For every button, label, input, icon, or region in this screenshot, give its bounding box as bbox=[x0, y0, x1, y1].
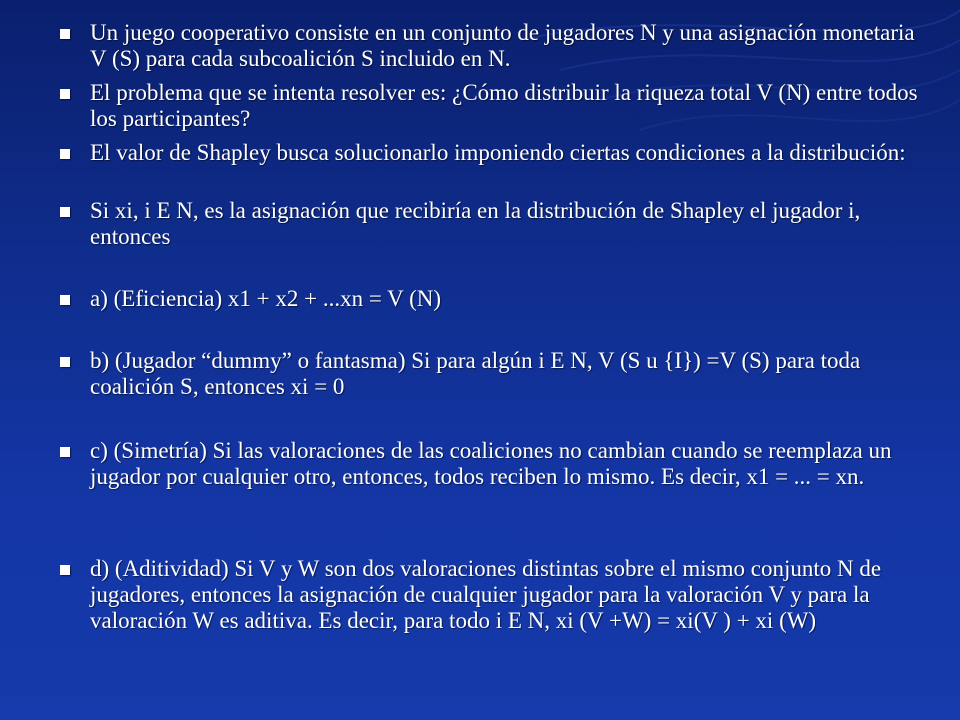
square-bullet-icon bbox=[60, 207, 70, 217]
square-bullet-icon bbox=[60, 447, 70, 457]
bullet-text: El valor de Shapley busca solucionarlo imponiendo ciertas condiciones a la distribución: bbox=[90, 140, 906, 165]
square-bullet-icon bbox=[60, 295, 70, 305]
square-bullet-icon bbox=[60, 89, 70, 99]
bullet-text: El problema que se intenta resolver es: ¿Cómo distribuir la riqueza total V (N) entre todos los participantes? bbox=[90, 80, 918, 131]
square-bullet-icon bbox=[60, 29, 70, 39]
bullet-item-shapley bbox=[52, 140, 906, 166]
bullet-item-dummy-player bbox=[52, 348, 932, 400]
bullet-text: b) (Jugador “dummy” o fantasma) Si para algún i E N, V (S u {I}) =V (S) para toda coalición S, entonces xi = 0 bbox=[90, 348, 861, 399]
bullet-text: a) (Eficiencia) x1 + x2 + ...xn = V (N) bbox=[90, 286, 442, 311]
bullet-text: Un juego cooperativo consiste en un conjunto de jugadores N y una asignación monetaria V (S) para cada subcoalición S incluido en N. bbox=[90, 20, 915, 71]
bullet-item-efficiency bbox=[52, 286, 441, 312]
bullet-text: Si xi, i E N, es la asignación que recibiría en la distribución de Shapley el jugador i, entonces bbox=[90, 198, 861, 249]
bullet-text: c) (Simetría) Si las valoraciones de las coaliciones no cambian cuando se reemplaza un jugador por cualquier otro, entonces, todos reciben lo mismo. Es decir, x1 = ... = xn. bbox=[90, 438, 892, 489]
bullet-item-problem bbox=[52, 80, 932, 132]
square-bullet-icon bbox=[60, 565, 70, 575]
square-bullet-icon bbox=[60, 357, 70, 367]
square-bullet-icon bbox=[60, 149, 70, 159]
bullet-text: d) (Aditividad) Si V y W son dos valoraciones distintas sobre el mismo conjunto N de jugadores, entonces la asignación de cualquier jugador para la valoración V y para la valoración W es aditiva. Es decir, para todo i E N, xi (V +W) = xi(V ) + xi (W) bbox=[90, 556, 882, 633]
bullet-item-definition bbox=[52, 20, 932, 72]
bullet-item-additivity bbox=[52, 556, 932, 634]
bullet-item-assignment bbox=[52, 198, 932, 250]
bullet-item-symmetry bbox=[52, 438, 932, 490]
